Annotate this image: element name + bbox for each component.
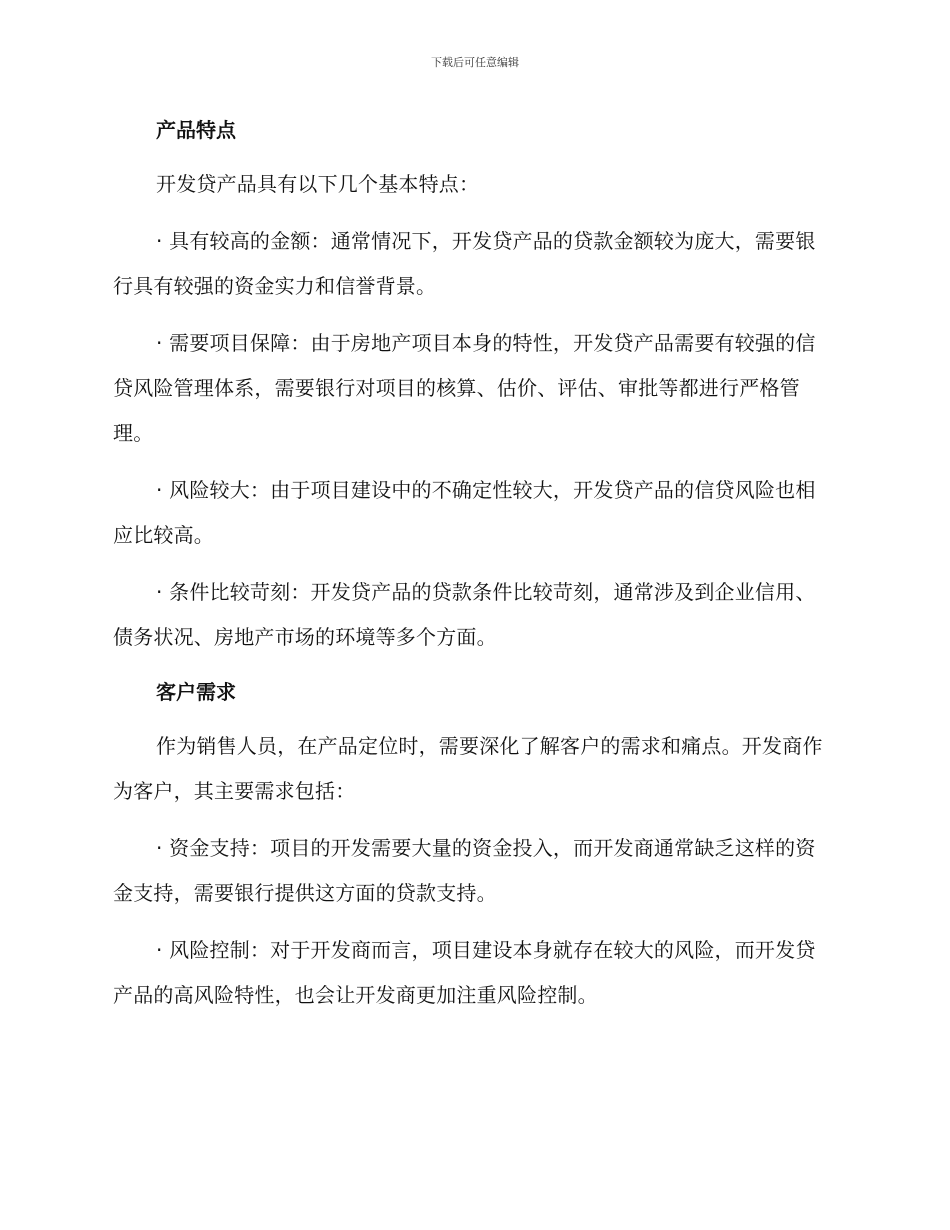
bullet-paragraph: · 资金支持：项目的开发需要大量的资金投入，而开发商通常缺乏这样的资金支持，需要银行提供这方面的贷款支持。 <box>113 836 816 905</box>
document-body <box>113 110 833 1030</box>
paragraph: 作为销售人员，在产品定位时，需要深化了解客户的需求和痛点。开发商作为客户，其主要需求包括： <box>113 734 823 803</box>
bullet-paragraph: · 具有较高的金额：通常情况下，开发贷产品的贷款金额较为庞大，需要银行具有较强的资金实力和信誉背景。 <box>113 229 816 298</box>
section-heading-product-features: 产品特点 <box>156 118 236 142</box>
bullet-paragraph: · 需要项目保障：由于房地产项目本身的特性，开发贷产品需要有较强的信贷风险管理体系，需要银行对项目的核算、估价、评估、审批等都进行严格管理。 <box>113 331 816 445</box>
page-header: 下载后可任意编辑 <box>431 56 519 69</box>
bullet-paragraph: · 风险控制：对于开发商而言，项目建设本身就存在较大的风险，而开发贷产品的高风险特性，也会让开发商更加注重风险控制。 <box>113 938 816 1007</box>
bullet-paragraph: · 条件比较苛刻：开发贷产品的贷款条件比较苛刻，通常涉及到企业信用、债务状况、房地产市场的环境等多个方面。 <box>113 580 816 649</box>
section-heading-customer-needs: 客户需求 <box>156 680 236 704</box>
paragraph: 开发贷产品具有以下几个基本特点： <box>156 172 480 196</box>
bullet-paragraph: · 风险较大：由于项目建设中的不确定性较大，开发贷产品的信贷风险也相应比较高。 <box>113 478 816 547</box>
